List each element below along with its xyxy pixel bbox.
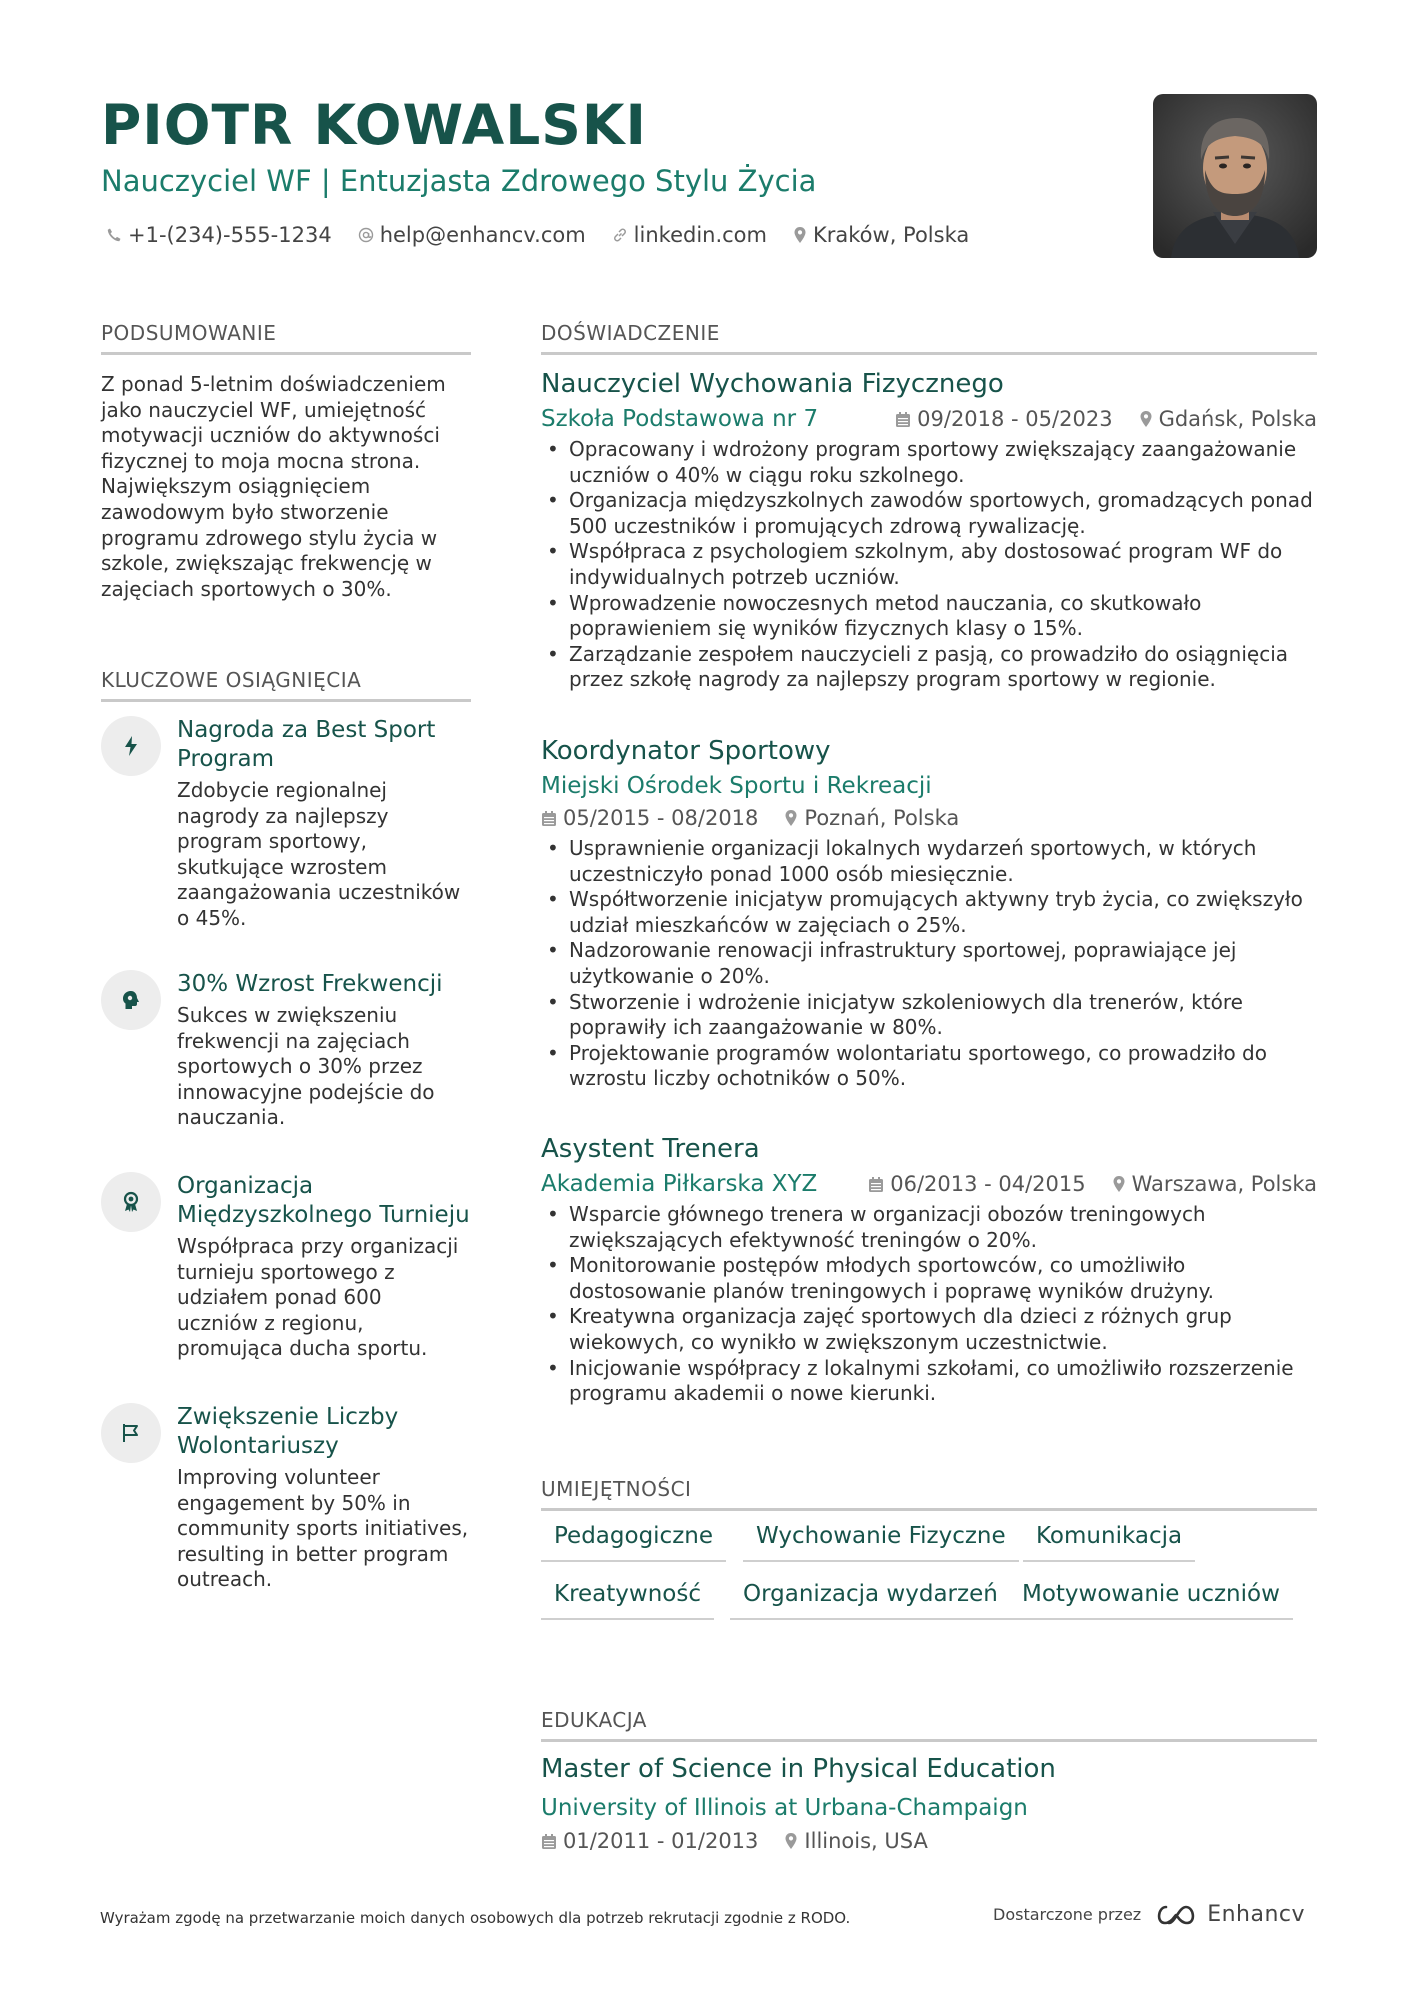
link-icon [612, 227, 628, 243]
brain-head-icon [120, 989, 142, 1011]
achievement-desc-line: uczniów z regionu, [177, 1310, 364, 1335]
achievement-desc-line: nauczania. [177, 1105, 286, 1130]
job-dates-text: 09/2018 - 05/2023 [917, 407, 1113, 431]
job-dates-text: 06/2013 - 04/2015 [890, 1172, 1086, 1196]
achievement-desc-line: resulting in better program [177, 1541, 449, 1566]
job-bullet: • Monitorowanie postępów młodych sportowców, co umożliwiło dostosowanie planów treningowych i poprawę wyników drużyny. [541, 1253, 1317, 1304]
job-bullet: • Wsparcie głównego trenera w organizacji obozów treningowych zwiększających efektywność treningów o 20%. [541, 1202, 1317, 1253]
achievement-desc-line: Improving volunteer [177, 1465, 380, 1489]
achievement-desc-line: outreach. [177, 1567, 273, 1592]
achievement-icon-badge [101, 1172, 161, 1232]
job-role: Asystent Trenera [541, 1134, 760, 1164]
job-bullets [541, 437, 1317, 693]
email-text: help@enhancv.com [379, 223, 586, 247]
job-role: Koordynator Sportowy [541, 736, 831, 766]
education-meta [541, 1826, 928, 1856]
contact-bar [106, 220, 995, 250]
location-pin-icon [784, 1832, 798, 1850]
profile-photo [1153, 94, 1317, 258]
achievement-desc-line: promująca ducha sportu. [177, 1336, 428, 1361]
job-dates [895, 403, 1112, 435]
location-pin-icon [784, 809, 798, 827]
skills-heading: UMIEJĘTNOŚCI [541, 1476, 1317, 1511]
linkedin-text: linkedin.com [633, 223, 767, 247]
achievement-desc-line: zaangażowania uczestników [177, 880, 461, 905]
achievement-description [177, 778, 477, 932]
job-location [784, 802, 959, 834]
enhancv-logo-icon [1153, 1903, 1199, 1927]
calendar-icon [541, 810, 557, 827]
achievement-title-line: Międzyszkolnego Turnieju [177, 1202, 470, 1228]
job-bullet: • Zarządzanie zespołem nauczycieli z pasją, co prowadziło do osiągnięcia przez szkołę nagrody za najlepszy program sportowy w regionie. [541, 642, 1317, 693]
achievement-title-line: Program [177, 746, 275, 772]
achievement-title-line: Nagroda za Best Sport [177, 717, 436, 743]
job-location-text: Gdańsk, Polska [1158, 407, 1317, 431]
achievement-desc-line: udziałem ponad 600 [177, 1285, 382, 1310]
candidate-headline: Nauczyciel WF | Entuzjasta Zdrowego Stylu Życia [101, 164, 817, 198]
skill-tag: Organizacja wydarzeń [730, 1578, 1011, 1620]
education-location: Illinois, USA [804, 1829, 928, 1853]
summary-text [101, 372, 471, 602]
achievement-desc-line: innowacyjne podejście do [177, 1079, 435, 1104]
achievement-desc-line: sportowych o 30% przez [177, 1054, 423, 1079]
job-location-text: Warszawa, Polska [1131, 1172, 1317, 1196]
achievement-desc-line: program sportowy, [177, 829, 367, 854]
powered-by-label: Dostarczone przez [993, 1905, 1142, 1924]
candidate-name: PIOTR KOWALSKI [101, 93, 647, 157]
consent-note: Wyrażam zgodę na przetwarzanie moich danych osobowych dla potrzeb rekrutacji zgodnie z RODO. [100, 1909, 851, 1927]
summary-line: Największym osiągnięciem [101, 474, 371, 499]
summary-line: zajęciach sportowych o 30%. [101, 576, 392, 601]
job-bullet: • Usprawnienie organizacji lokalnych wydarzeń sportowych, w których uczestniczyło ponad 1000 osób miesięcznie. [541, 836, 1317, 887]
achievement-desc-line: community sports initiatives, [177, 1516, 469, 1541]
job-bullet: • Wprowadzenie nowoczesnych metod nauczania, co skutkowało poprawieniem się wyników fizycznych klasy o 15%. [541, 591, 1317, 642]
achievement-desc-line: Zdobycie regionalnej [177, 778, 387, 802]
education-school: University of Illinois at Urbana-Champaign [541, 1795, 1028, 1821]
experience-heading: DOŚWIADCZENIE [541, 320, 1317, 355]
education-heading: EDUKACJA [541, 1707, 1317, 1742]
job-company: Szkoła Podstawowa nr 7 [541, 406, 819, 432]
achievement-desc-line: o 45%. [177, 905, 247, 930]
achievement-desc-line: Współpraca przy organizacji [177, 1234, 459, 1258]
achievement-title [177, 1172, 477, 1230]
skill-tag: Komunikacja [1023, 1520, 1195, 1562]
flag-icon [120, 1422, 142, 1444]
job-bullet: • Współpraca z psychologiem szkolnym, aby dostosować program WF do indywidualnych potrzeb uczniów. [541, 539, 1317, 590]
job-company: Miejski Ośrodek Sportu i Rekreacji [541, 773, 932, 799]
achievement-desc-line: turnieju sportowego z [177, 1259, 395, 1284]
location-pin-icon [1139, 410, 1153, 428]
achievement-description [177, 1465, 477, 1593]
job-bullet: • Inicjowanie współpracy z lokalnymi szkołami, co umożliwiło rozszerzenie programu akademii o nowe kierunki. [541, 1356, 1317, 1407]
job-meta-line [541, 802, 1317, 834]
location-text: Kraków, Polska [812, 223, 970, 247]
job-meta-line [541, 1168, 1317, 1200]
achievement-desc-line: Sukces w zwiększeniu [177, 1003, 398, 1027]
job-company: Akademia Piłkarska XYZ [541, 1171, 818, 1197]
contact-phone[interactable] [106, 220, 332, 250]
achievement-icon-badge [101, 716, 161, 776]
calendar-icon [895, 411, 911, 428]
achievement-title [177, 716, 477, 774]
achievement-desc-line: skutkujące wzrostem [177, 854, 387, 879]
contact-email[interactable] [358, 220, 586, 250]
summary-heading: PODSUMOWANIE [101, 320, 471, 355]
achievement-icon-badge [101, 1403, 161, 1463]
job-dates-text: 05/2015 - 08/2018 [563, 806, 759, 830]
job-bullet: • Projektowanie programów wolontariatu sportowego, co prowadziło do wzrostu liczby ochotników o 50%. [541, 1041, 1317, 1092]
job-bullet: • Kreatywna organizacja zajęć sportowych dla dzieci z różnych grup wiekowych, co wynikło w zwiększonym uczestnictwie. [541, 1304, 1317, 1355]
job-bullets [541, 1202, 1317, 1407]
skill-tag: Kreatywność [541, 1578, 714, 1620]
summary-line: Z ponad 5-letnim doświadczeniem [101, 372, 446, 396]
education-dates: 01/2011 - 01/2013 [563, 1829, 759, 1853]
powered-by[interactable] [993, 1900, 1305, 1930]
skill-tag: Wychowanie Fizyczne [743, 1520, 1019, 1562]
contact-linkedin[interactable] [612, 220, 767, 250]
achievement-title-line: Zwiększenie Liczby [177, 1404, 399, 1430]
achievement-title-line: Wolontariuszy [177, 1433, 339, 1459]
achievement-title [177, 970, 477, 999]
achievements-heading: KLUCZOWE OSIĄGNIĘCIA [101, 667, 471, 702]
summary-line: zawodowym było stworzenie [101, 499, 389, 524]
location-pin-icon [793, 226, 807, 244]
achievement-description [177, 1234, 477, 1362]
job-dates [541, 802, 758, 834]
at-icon [358, 227, 374, 243]
job-dates [868, 1168, 1085, 1200]
education-degree: Master of Science in Physical Education [541, 1754, 1056, 1784]
skill-tag: Motywowanie uczniów [1009, 1578, 1293, 1620]
job-entry [541, 734, 1317, 1092]
job-bullet: • Organizacja międzyszkolnych zawodów sportowych, gromadzących ponad 500 uczestników i promujących zdrową rywalizację. [541, 488, 1317, 539]
job-bullets [541, 836, 1317, 1092]
skill-tag: Pedagogiczne [541, 1520, 726, 1562]
achievement-description [177, 1003, 477, 1131]
job-location [1139, 403, 1317, 435]
location-pin-icon [1112, 1175, 1126, 1193]
job-entry [541, 1132, 1317, 1407]
achievement-title-line: 30% Wzrost Frekwencji [177, 971, 443, 997]
award-medal-icon [121, 1191, 141, 1213]
job-bullet: • Stworzenie i wdrożenie inicjatyw szkoleniowych dla trenerów, które poprawiły ich zaangażowanie w 80%. [541, 990, 1317, 1041]
summary-line: szkole, zwiększając frekwencję w [101, 551, 432, 576]
summary-line: programu zdrowego stylu życia w [101, 525, 438, 550]
summary-line: fizycznej to moja mocna strona. [101, 448, 421, 473]
achievement-desc-line: frekwencji na zajęciach [177, 1028, 410, 1053]
achievement-title-line: Organizacja [177, 1173, 314, 1199]
job-bullet: • Współtworzenie inicjatyw promujących aktywny tryb życia, co zwiększyło udział mieszkańców w zajęciach o 25%. [541, 887, 1317, 938]
job-location-text: Poznań, Polska [804, 806, 960, 830]
achievement-desc-line: nagrody za najlepszy [177, 803, 389, 828]
brand-name: Enhancv [1207, 1902, 1306, 1927]
bolt-icon [121, 735, 141, 757]
phone-text: +1-(234)-555-1234 [128, 223, 332, 247]
summary-line: motywacji uczniów do aktywności [101, 423, 440, 448]
phone-icon [106, 227, 122, 243]
calendar-icon [868, 1176, 884, 1193]
job-entry [541, 367, 1317, 693]
achievement-title [177, 1403, 477, 1461]
job-location [1112, 1168, 1317, 1200]
job-meta-line [541, 403, 1317, 435]
calendar-icon [541, 1833, 557, 1850]
achievement-desc-line: engagement by 50% in [177, 1490, 411, 1515]
summary-line: jako nauczyciel WF, umiejętność [101, 397, 427, 422]
achievement-icon-badge [101, 970, 161, 1030]
job-company-line [541, 770, 1317, 802]
job-role: Nauczyciel Wychowania Fizycznego [541, 369, 1004, 399]
job-bullet: • Opracowany i wdrożony program sportowy zwiększający zaangażowanie uczniów o 40% w ciągu roku szkolnego. [541, 437, 1317, 488]
contact-location [793, 220, 969, 250]
job-bullet: • Nadzorowanie renowacji infrastruktury sportowej, poprawiające jej użytkowanie o 20%. [541, 938, 1317, 989]
